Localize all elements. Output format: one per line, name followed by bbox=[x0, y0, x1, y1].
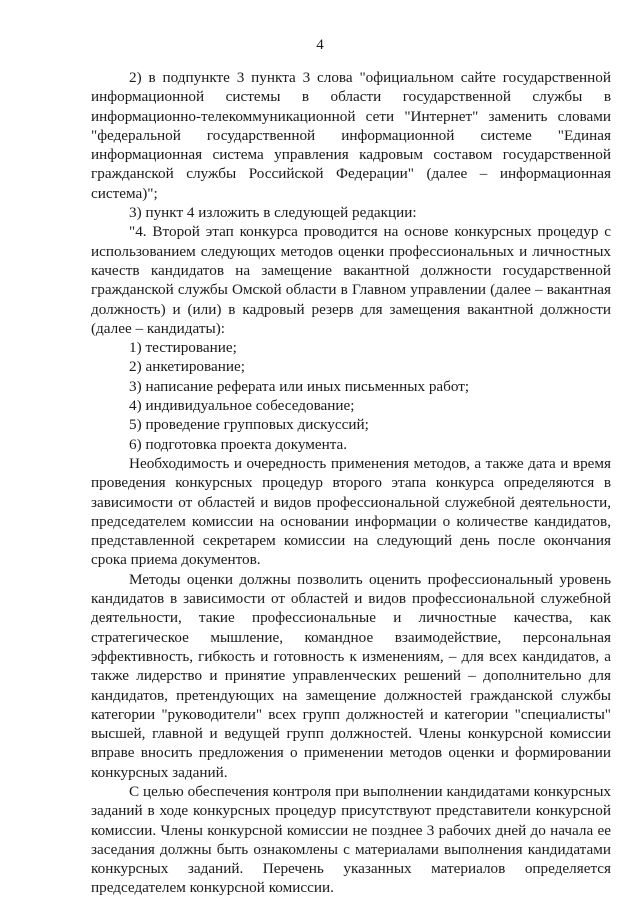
paragraph-subclause-2: 2) в подпункте 3 пункта 3 слова "официальном сайте государственной информационной системы в области государственной службы в информационно-телекоммуникационной сети "Интернет" заменить словами "федеральной государственной информационной системе "Единая информационная система управления кадровым составом государственной гражданской службы Российской Федерации" (далее – информационная система)"; bbox=[91, 69, 611, 202]
paragraph-subclause-3: 3) пункт 4 изложить в следующей редакции: bbox=[129, 204, 417, 222]
list-item-questionnaire: 2) анкетирование; bbox=[129, 358, 245, 376]
paragraph-clause-4: "4. Второй этап конкурса проводится на основе конкурсных процедур с использованием следующих методов оценки профессиональных и личностных качеств кандидатов на замещение вакантной должности государственной гражданской службы Омской области в Главном управлении (далее – вакантная должность) и (или) в кадровый резерв для замещения вакантной должности (далее – кандидаты): bbox=[91, 223, 611, 337]
list-item-essay: 3) написание реферата или иных письменных работ; bbox=[129, 377, 470, 395]
paragraph-order-of-methods: Необходимость и очередность применения методов, а также дата и время проведения конкурсных процедур второго этапа конкурса определяются в зависимости от областей и видов профессиональной служебной деятельности, председателем комиссии на основании информации о количестве кандидатов, представленной секретарем комиссии на следующий день после окончания срока приема документов. bbox=[91, 454, 611, 569]
list-item-testing: 1) тестирование; bbox=[129, 339, 237, 357]
paragraph-evaluation-methods: Методы оценки должны позволить оценить профессиональный уровень кандидатов в зависимости от областей и видов профессиональной служебной деятельности, такие профессиональные и личностные качества, как стратегическое мышление, командное взаимодействие, персональная эффективность, гибкость и готовность к изменениям, – для всех кандидатов, а также лидерство и принятие управленческих решений – дополнительно для кандидатов, претендующих на замещение должностей гражданской службы категории "руководители" всех групп должностей и категории "специалисты" высшей, главной и ведущей групп должностей. Члены конкурсной комиссии вправе вносить предложения о применении методов оценки и формировании конкурсных заданий. bbox=[91, 570, 611, 781]
paragraph-control: С целью обеспечения контроля при выполнении кандидатами конкурсных заданий в ходе конкурсных процедур присутствуют представители конкурсной комиссии. Члены конкурсной комиссии не позднее 3 рабочих дней до начала ее заседания должны быть ознакомлены с материалами выполнения кандидатами конкурсных заданий. Перечень указанных материалов определяется председателем конкурсной комиссии. bbox=[91, 782, 611, 897]
document-body bbox=[91, 68, 611, 898]
list-item-group-discussion: 5) проведение групповых дискуссий; bbox=[129, 416, 369, 434]
list-item-document-draft: 6) подготовка проекта документа. bbox=[129, 435, 348, 453]
page-number: 4 bbox=[316, 37, 324, 53]
list-item-interview: 4) индивидуальное собеседование; bbox=[129, 397, 355, 415]
